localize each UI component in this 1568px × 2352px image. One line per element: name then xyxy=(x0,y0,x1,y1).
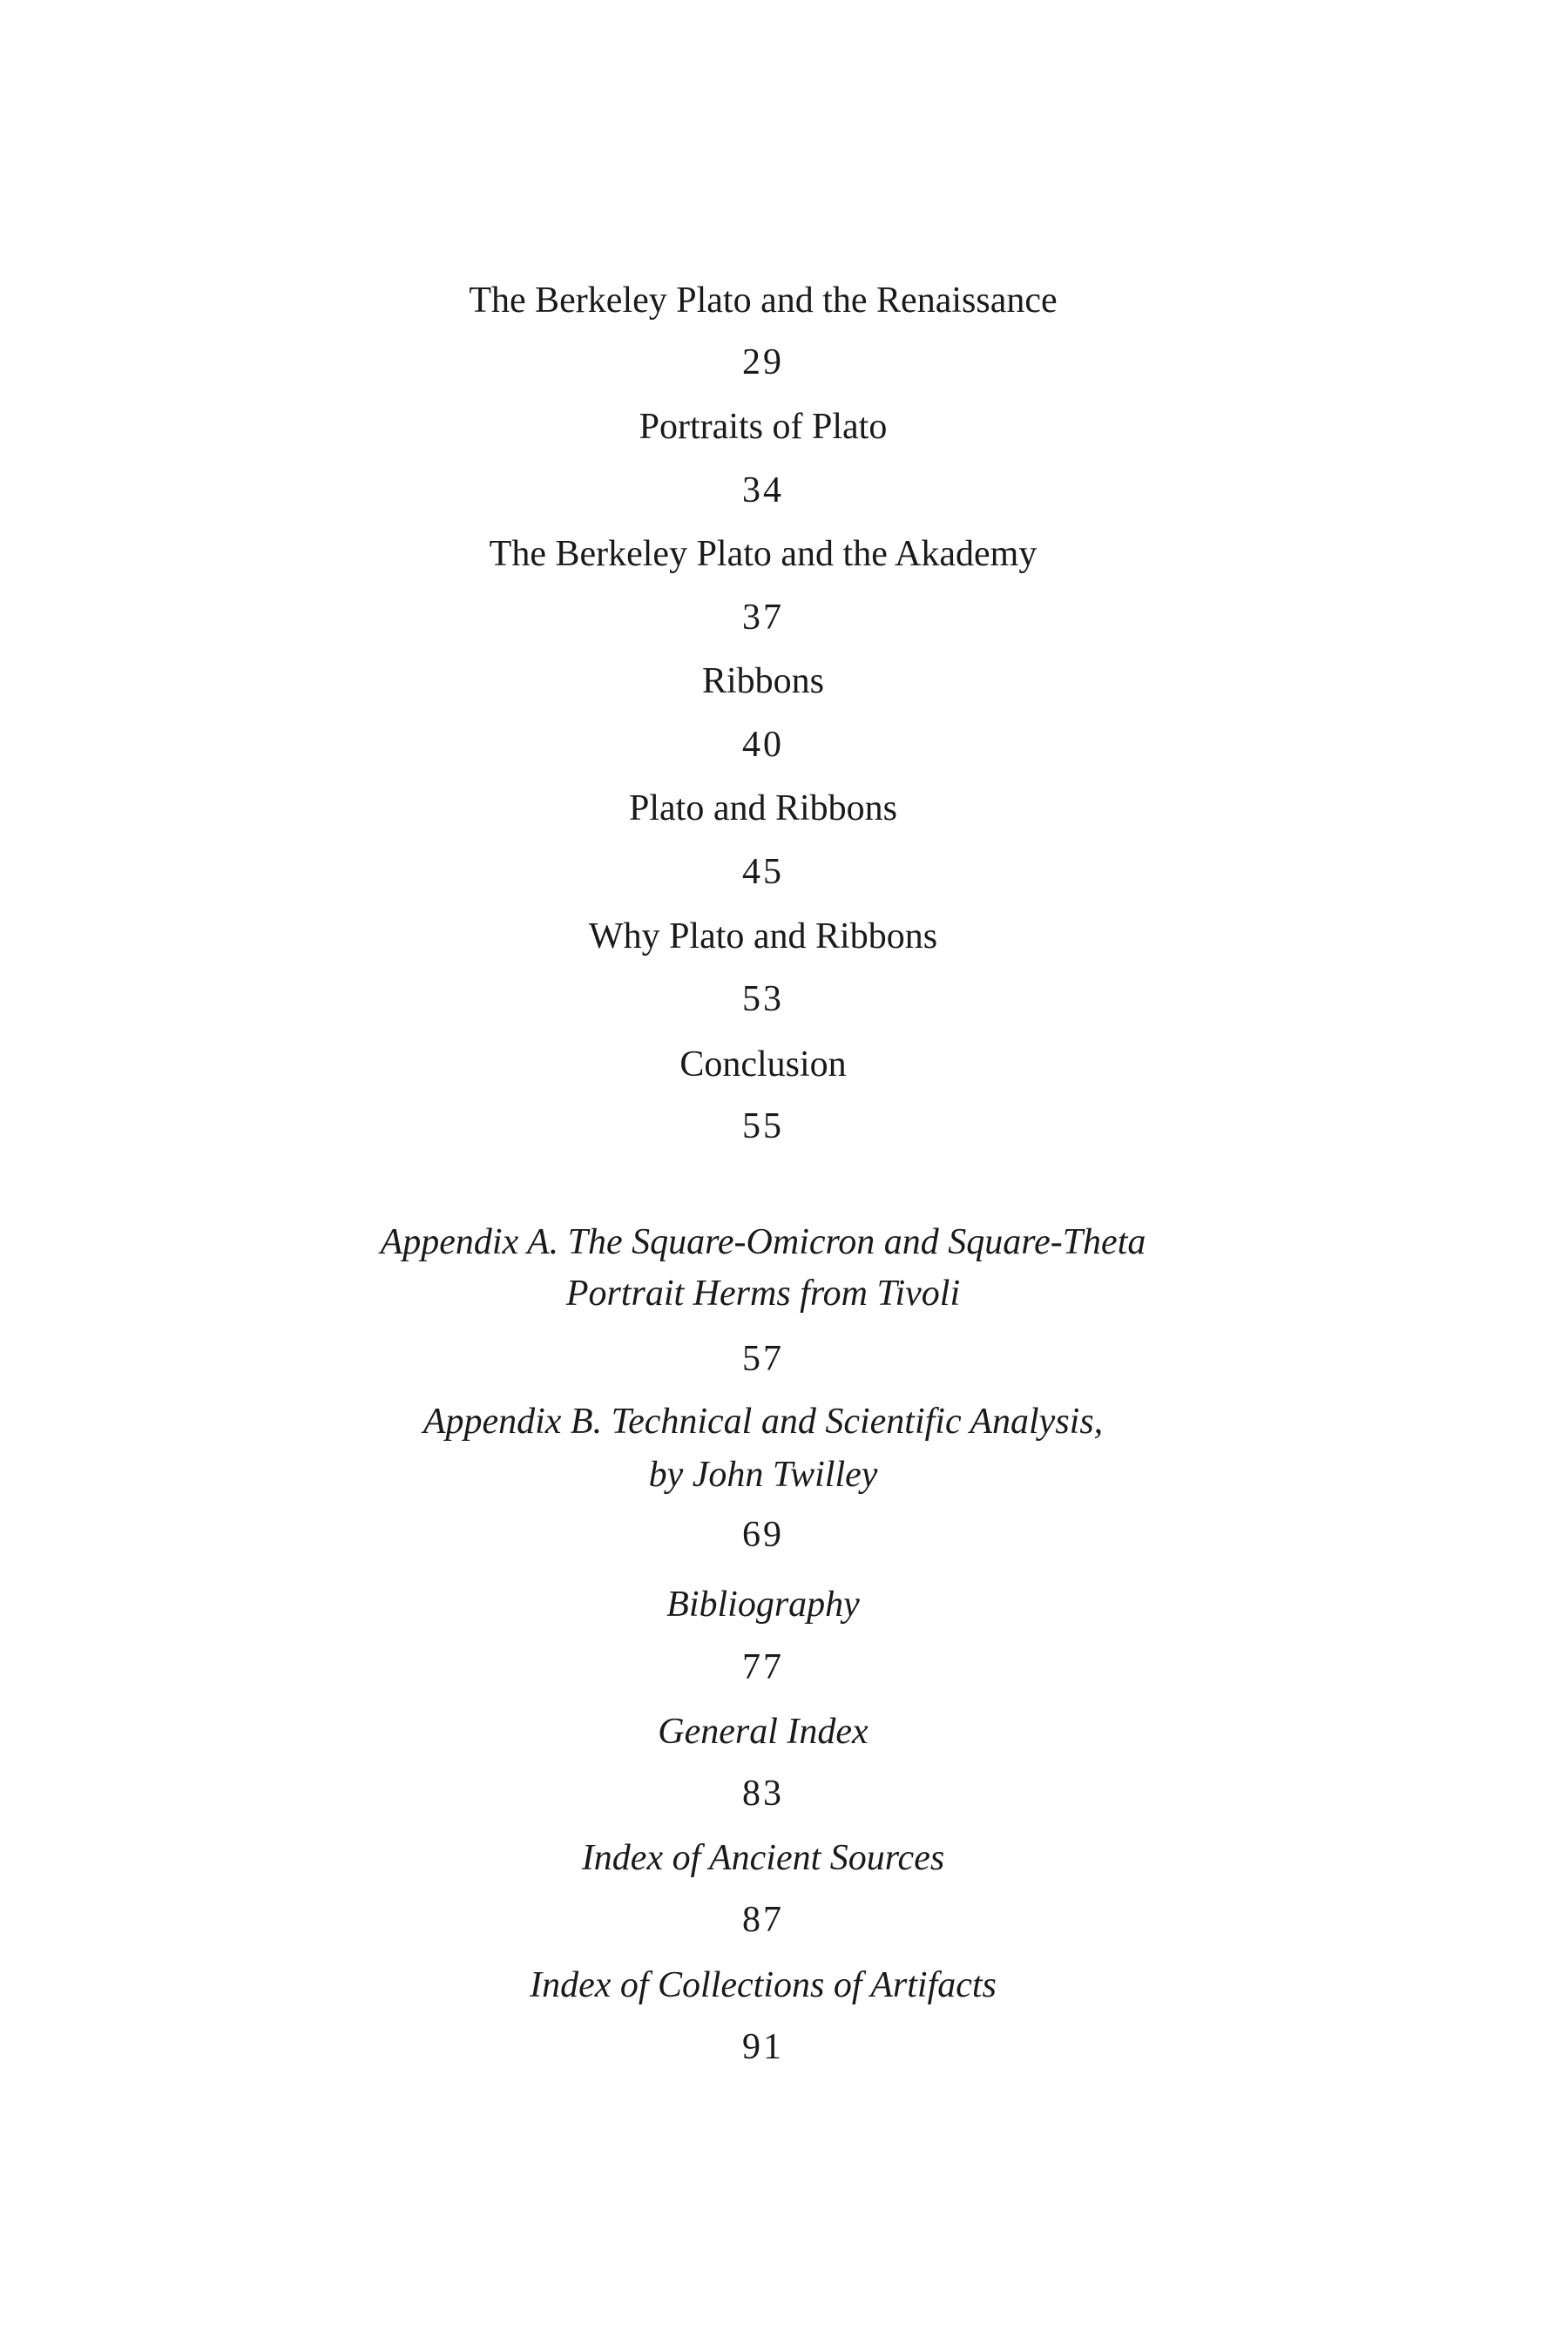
toc-entry-page: 83 xyxy=(742,1774,784,1814)
toc-appendix-title: Appendix B. Technical and Scientific Analysis, xyxy=(422,1402,1104,1442)
toc-entry-title: The Berkeley Plato and the Akademy xyxy=(489,534,1037,574)
toc-entry-title: Plato and Ribbons xyxy=(628,788,897,828)
toc-appendix-title-cont: Portrait Herms from Tivoli xyxy=(565,1274,961,1314)
toc-entry-title: Index of Collections of Artifacts xyxy=(530,1965,997,2005)
toc-entry-title: Bibliography xyxy=(666,1585,860,1625)
toc-entry-title: The Berkeley Plato and the Renaissance xyxy=(469,280,1058,321)
toc-appendix-title: Appendix A. The Square-Omicron and Square-Theta xyxy=(380,1222,1146,1262)
toc-appendix-title-cont: by John Twilley xyxy=(648,1455,878,1495)
toc-entry-page: 40 xyxy=(742,725,784,765)
toc-entry-page: 34 xyxy=(742,470,784,510)
toc-entry-page: 87 xyxy=(742,1900,784,1940)
toc-entry-title: Index of Ancient Sources xyxy=(581,1838,945,1878)
toc-entry-page: 77 xyxy=(742,1647,784,1687)
toc-entry-page: 37 xyxy=(742,598,784,638)
toc-entry-page: 69 xyxy=(742,1515,784,1555)
toc-entry-title: General Index xyxy=(658,1712,868,1752)
toc-entry-page: 55 xyxy=(742,1106,784,1146)
toc-entry-title: Ribbons xyxy=(701,661,825,701)
toc-entry-page: 57 xyxy=(742,1339,784,1379)
toc-entry-page: 53 xyxy=(742,979,784,1019)
toc-entry-page: 29 xyxy=(742,342,784,382)
toc-entry-title: Portraits of Plato xyxy=(639,407,888,447)
toc-entry-page: 91 xyxy=(742,2027,784,2067)
toc-entry-title: Conclusion xyxy=(679,1044,847,1085)
toc-entry-page: 45 xyxy=(742,852,784,892)
toc-entry-title: Why Plato and Ribbons xyxy=(588,916,938,956)
